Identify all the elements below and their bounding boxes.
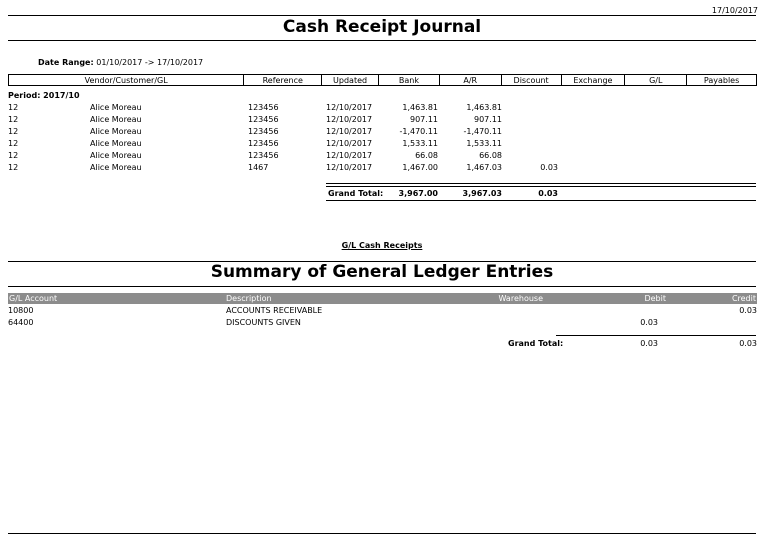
- row-ar: -1,470.11: [463, 127, 502, 136]
- row-name: Alice Moreau: [90, 139, 142, 148]
- summary-description: ACCOUNTS RECEIVABLE: [226, 306, 323, 315]
- row-reference: 1467: [248, 163, 269, 172]
- col-header-ar: A/R: [440, 75, 502, 85]
- journal-column-header: [8, 74, 757, 86]
- col-header-bank: Bank: [379, 75, 440, 85]
- row-bank: 1,463.81: [402, 103, 438, 112]
- summary-header-credit: Credit: [731, 294, 756, 303]
- col-header-updated: Updated: [322, 75, 379, 85]
- row-bank: 1,467.00: [402, 163, 438, 172]
- row-id: 12: [8, 139, 19, 148]
- row-updated: 12/10/2017: [326, 115, 373, 124]
- row-ar: 907.11: [474, 115, 502, 124]
- gl-cash-receipts-title: G/L Cash Receipts: [341, 241, 423, 250]
- row-bank: -1,470.11: [399, 127, 438, 136]
- grand-total-discount: 0.03: [538, 189, 558, 198]
- title-rule-top: [8, 15, 756, 16]
- row-reference: 123456: [248, 151, 279, 160]
- grand-total-ar: 3,967.03: [462, 189, 502, 198]
- title-rule-bottom: [8, 40, 756, 41]
- row-name: Alice Moreau: [90, 103, 142, 112]
- summary-header-debit: Debit: [644, 294, 666, 303]
- table-row: [0, 163, 764, 175]
- table-row: [0, 139, 764, 151]
- summary-header-description: Description: [226, 294, 272, 303]
- summary-credit: 0.03: [739, 306, 757, 315]
- row-updated: 12/10/2017: [326, 127, 373, 136]
- row-updated: 12/10/2017: [326, 139, 373, 148]
- row-ar: 1,533.11: [466, 139, 502, 148]
- row-reference: 123456: [248, 115, 279, 124]
- table-row: [0, 103, 764, 115]
- summary-column-header: [8, 293, 757, 304]
- summary-account: 64400: [8, 318, 34, 327]
- summary-rule-bottom: [8, 286, 756, 287]
- summary-header-warehouse: Warehouse: [498, 294, 543, 303]
- col-header-reference: Reference: [244, 75, 322, 85]
- grand-total-bank: 3,967.00: [398, 189, 438, 198]
- summary-grand-total-label: Grand Total:: [508, 339, 564, 348]
- summary-row: [0, 306, 764, 318]
- table-row: [0, 151, 764, 163]
- summary-grand-total-credit: 0.03: [739, 339, 757, 348]
- grand-total-label: Grand Total:: [328, 189, 384, 198]
- row-ar: 1,463.81: [466, 103, 502, 112]
- period-label: Period: 2017/10: [8, 91, 80, 100]
- summary-account: 10800: [8, 306, 34, 315]
- summary-debit: 0.03: [640, 318, 658, 327]
- row-id: 12: [8, 151, 19, 160]
- grand-total-rule-top: [326, 183, 756, 184]
- date-range-value: 01/10/2017 -> 17/10/2017: [96, 58, 204, 67]
- row-reference: 123456: [248, 103, 279, 112]
- row-id: 12: [8, 127, 19, 136]
- report-date: 17/10/2017: [711, 6, 758, 15]
- row-updated: 12/10/2017: [326, 163, 373, 172]
- col-header-payables: Payables: [703, 76, 740, 85]
- table-row: [0, 127, 764, 139]
- row-updated: 12/10/2017: [326, 151, 373, 160]
- row-bank: 66.08: [415, 151, 438, 160]
- row-name: Alice Moreau: [90, 163, 142, 172]
- row-ar: 1,467.03: [466, 163, 502, 172]
- date-range-label: Date Range:: [38, 58, 94, 67]
- page-bottom-rule: [8, 533, 756, 534]
- row-id: 12: [8, 103, 19, 112]
- row-reference: 123456: [248, 139, 279, 148]
- report-title: Cash Receipt Journal: [282, 17, 482, 37]
- row-id: 12: [8, 115, 19, 124]
- col-header-vendor: Vendor/Customer/GL: [9, 75, 244, 85]
- col-header-discount: Discount: [502, 75, 562, 85]
- row-name: Alice Moreau: [90, 115, 142, 124]
- grand-total-rule-bottom: [326, 200, 756, 201]
- row-reference: 123456: [248, 127, 279, 136]
- summary-description: DISCOUNTS GIVEN: [226, 318, 301, 327]
- summary-grand-total-debit: 0.03: [640, 339, 658, 348]
- col-header-gl: G/L: [625, 75, 687, 85]
- row-ar: 66.08: [479, 151, 502, 160]
- row-bank: 907.11: [410, 115, 438, 124]
- summary-grand-total-rule: [556, 335, 756, 336]
- row-updated: 12/10/2017: [326, 103, 373, 112]
- table-row: [0, 115, 764, 127]
- row-name: Alice Moreau: [90, 151, 142, 160]
- date-range: [38, 58, 203, 67]
- row-discount: 0.03: [540, 163, 558, 172]
- row-id: 12: [8, 163, 19, 172]
- col-header-exchange: Exchange: [562, 75, 626, 85]
- row-bank: 1,533.11: [402, 139, 438, 148]
- summary-header-account: G/L Account: [9, 294, 58, 303]
- row-name: Alice Moreau: [90, 127, 142, 136]
- summary-row: [0, 318, 764, 330]
- grand-total-rule-double: [326, 186, 756, 187]
- summary-title: Summary of General Ledger Entries: [210, 262, 554, 282]
